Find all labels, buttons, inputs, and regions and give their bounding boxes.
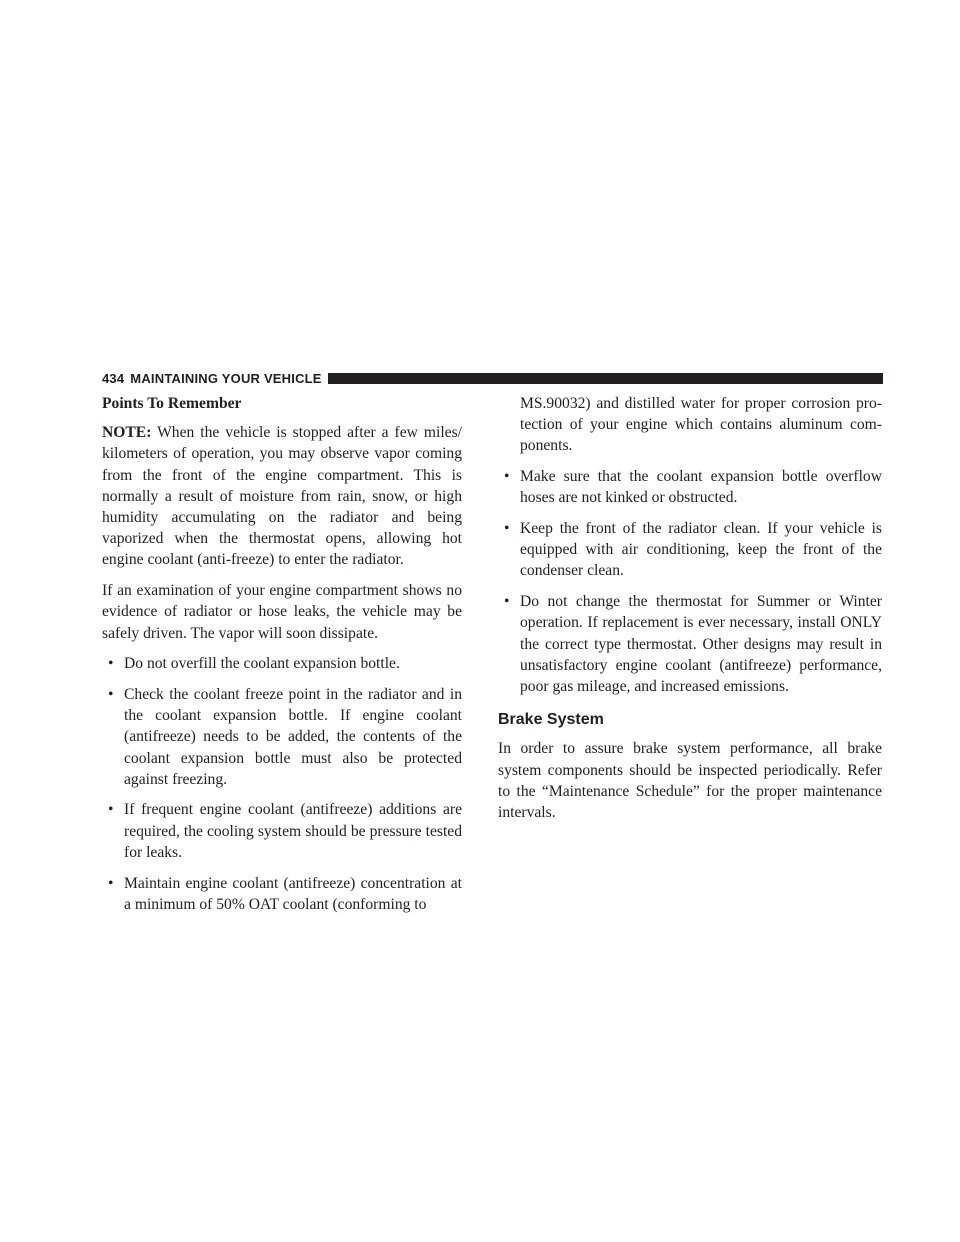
list-item: • Do not change the thermostat for Summer or Winter operation. If replacement is ever necessary, install ONLY the correct type thermostat. Other designs may result in unsatisfactory engine coolant (antifreeze) performance, poor gas mileage, and increased emissions. — [498, 591, 882, 697]
brake-system-paragraph: In order to assure brake system performance, all brake system components should be inspected periodically. Refer to the “Maintenance Schedule” for the proper maintenance intervals. — [498, 740, 882, 821]
note-text: When the vehicle is stopped after a few miles/ kilometers of operation, you may observe vapor coming from the front of the engine compartment. This is normally a result of moisture from rain, snow, or high humidity accumulating on the radiator and being vaporized when the thermostat opens, allowing hot engine coolant (anti-freeze) to enter the radiator. — [102, 424, 462, 569]
brake-system-heading: Brake System — [498, 711, 604, 729]
list-item: • Check the coolant freeze point in the radiator and in the coolant expansion bottle. If engine coolant (antifreeze) needs to be added, the contents of the coolant expansion bottle must also be protected against freezing. — [102, 684, 462, 790]
list-item: • Keep the front of the radiator clean. If your vehicle is equipped with air conditioning, keep the front of the condenser clean. — [498, 518, 882, 582]
list-item: • Do not overfill the coolant expansion bottle. — [102, 653, 462, 674]
list-item: • Make sure that the coolant expansion bottle overflow hoses are not kinked or obstructed. — [498, 466, 882, 508]
note-label: NOTE: — [102, 424, 152, 442]
page-number: 434 — [102, 370, 125, 386]
points-to-remember-heading: Points To Remember — [102, 395, 242, 412]
list-item: • If frequent engine coolant (antifreeze) additions are required, the cooling system should be pressure tested for leaks. — [102, 799, 462, 863]
page-header — [102, 369, 883, 387]
right-column — [498, 393, 882, 833]
left-bullet-list — [102, 653, 462, 915]
right-bullet-list — [498, 466, 882, 697]
left-column — [102, 393, 462, 924]
list-item: • Maintain engine coolant (antifreeze) concentration at a minimum of 50% OAT coolant (conforming to — [102, 873, 462, 915]
leak-check-paragraph: If an examination of your engine compartment shows no evidence of radiator or hose leaks, the vehicle may be safely driven. The vapor will soon dissipate. — [102, 582, 462, 642]
bullet-continuation: MS.90032) and distilled water for proper corrosion pro-tection of your engine which contains aluminum com-ponents. — [520, 395, 882, 455]
note-paragraph — [102, 422, 462, 570]
header-rule — [328, 373, 883, 384]
section-title: MAINTAINING YOUR VEHICLE — [130, 370, 322, 386]
